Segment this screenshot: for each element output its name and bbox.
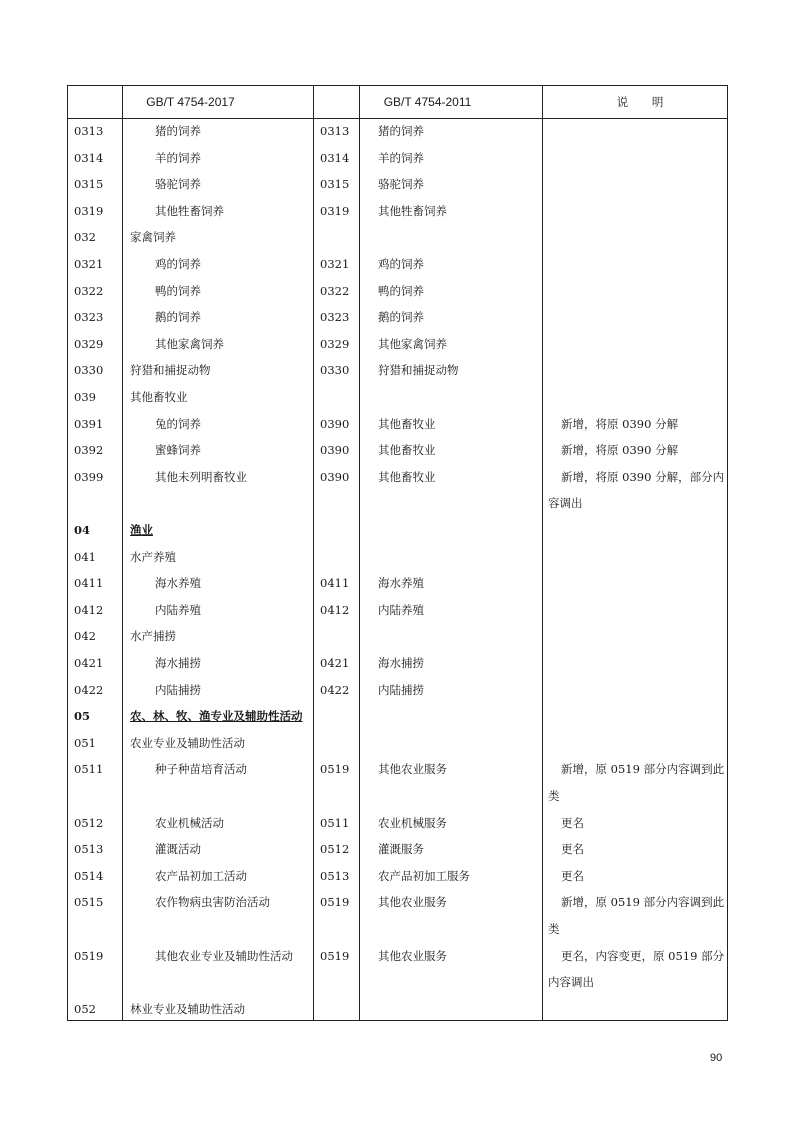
code-2017: 0519 — [74, 948, 104, 963]
name-2011: 其他农业服务 — [378, 948, 447, 963]
name-2011: 农业机械服务 — [378, 815, 447, 830]
name-2017: 内陆养殖 — [155, 602, 201, 617]
header-gbt-2011: GB/T 4754-2011 — [383, 95, 472, 109]
name-2017: 农作物病虫害防治活动 — [155, 895, 270, 910]
code-2017: 0421 — [74, 656, 104, 670]
code-2017: 0322 — [74, 283, 104, 298]
name-2017: 渔业 — [130, 523, 153, 537]
note-line-2: 容调出 — [548, 496, 583, 511]
name-2017: 农产品初加工活动 — [155, 868, 247, 883]
name-2017: 兔的饲养 — [155, 416, 201, 431]
code-2011: 0329 — [320, 336, 350, 351]
name-2017: 农、林、牧、渔专业及辅助性活动 — [130, 709, 303, 724]
code-2017: 051 — [74, 735, 96, 750]
code-2017: 052 — [74, 1001, 96, 1016]
header-note: 说 明 — [616, 95, 674, 109]
code-2017: 0422 — [74, 682, 104, 697]
name-2011: 其他家禽饲养 — [378, 336, 447, 351]
code-2017: 0315 — [74, 177, 104, 192]
name-2017: 其他未列明畜牧业 — [155, 469, 247, 484]
name-2017: 鹅的饲养 — [155, 310, 201, 325]
code-2017: 0392 — [74, 443, 104, 458]
code-2011: 0513 — [320, 868, 350, 883]
code-2017: 0399 — [74, 469, 104, 484]
name-2017: 猪的饲养 — [155, 124, 201, 138]
divider-2011-code — [359, 86, 360, 1020]
header-gbt-2017: GB/T 4754-2017 — [146, 95, 235, 109]
code-2017: 0321 — [74, 257, 104, 271]
name-2011: 内陆养殖 — [378, 602, 424, 617]
code-2011: 0390 — [320, 469, 350, 484]
name-2017: 鸡的饲养 — [155, 257, 201, 271]
note-line-1: 新增，原 0519 部分内容调到此 — [561, 762, 725, 777]
note-line-1: 更名 — [561, 842, 584, 857]
code-2011: 0512 — [320, 842, 350, 857]
note-line-2: 内容调出 — [548, 975, 594, 990]
code-2017: 039 — [74, 390, 96, 404]
code-2011: 0322 — [320, 283, 350, 298]
code-2017: 0411 — [74, 576, 104, 591]
divider-2017-2011 — [313, 86, 314, 1020]
name-2017: 种子种苗培育活动 — [155, 762, 247, 777]
name-2011: 鸡的饲养 — [378, 257, 424, 271]
name-2017: 农业专业及辅助性活动 — [130, 735, 245, 750]
name-2011: 羊的饲养 — [378, 150, 424, 165]
name-2017: 蜜蜂饲养 — [155, 443, 201, 458]
code-2011: 0519 — [320, 948, 350, 963]
code-2011: 0412 — [320, 602, 350, 617]
code-2011: 0390 — [320, 416, 350, 431]
classification-table — [67, 85, 728, 1021]
code-2011: 0519 — [320, 895, 350, 910]
name-2017: 其他农业专业及辅助性活动 — [155, 948, 293, 963]
name-2011: 海水养殖 — [378, 576, 424, 591]
code-2017: 0511 — [74, 762, 104, 777]
code-2017: 041 — [74, 549, 96, 564]
header-divider — [68, 118, 727, 119]
code-2017: 0330 — [74, 363, 104, 378]
name-2017: 林业专业及辅助性活动 — [130, 1001, 245, 1016]
name-2017: 狩猎和捕捉动物 — [130, 363, 211, 378]
name-2017: 鸭的饲养 — [155, 283, 201, 298]
name-2011: 其他畜牧业 — [378, 443, 436, 458]
code-2011: 0319 — [320, 203, 350, 218]
name-2017: 水产捕捞 — [130, 629, 176, 644]
code-2017: 0514 — [74, 868, 104, 883]
divider-2017-code — [122, 86, 123, 1020]
code-2017: 0391 — [74, 416, 104, 431]
name-2011: 其他畜牧业 — [378, 416, 436, 431]
code-2017: 0512 — [74, 815, 104, 830]
name-2011: 农产品初加工服务 — [378, 868, 470, 883]
code-2011: 0321 — [320, 257, 350, 271]
name-2011: 其他畜牧业 — [378, 469, 436, 484]
code-2017: 0313 — [74, 124, 104, 138]
code-2017: 042 — [74, 629, 96, 644]
divider-2011-note — [542, 86, 543, 1020]
name-2011: 其他农业服务 — [378, 895, 447, 910]
name-2011: 鸭的饲养 — [378, 283, 424, 298]
code-2011: 0323 — [320, 310, 350, 325]
name-2011: 猪的饲养 — [378, 124, 424, 138]
note-line-1: 新增，将原 0390 分解 — [561, 416, 679, 431]
page-number: 90 — [710, 1052, 723, 1064]
name-2017: 海水养殖 — [155, 576, 201, 591]
code-2017: 0515 — [74, 895, 104, 910]
name-2011: 狩猎和捕捉动物 — [378, 363, 459, 378]
code-2017: 0513 — [74, 842, 104, 857]
note-line-1: 新增，将原 0390 分解 — [561, 443, 679, 458]
code-2017: 0319 — [74, 203, 104, 218]
name-2017: 其他家禽饲养 — [155, 336, 224, 351]
code-2011: 0314 — [320, 150, 350, 165]
note-line-1: 新增，将原 0390 分解，部分内 — [561, 469, 725, 484]
note-line-1: 新增，原 0519 部分内容调到此 — [561, 895, 725, 910]
name-2017: 水产养殖 — [130, 549, 176, 564]
name-2011: 鹅的饲养 — [378, 310, 424, 325]
name-2011: 内陆捕捞 — [378, 682, 424, 697]
name-2017: 灌溉活动 — [155, 842, 201, 857]
note-line-2: 类 — [548, 789, 560, 803]
name-2011: 海水捕捞 — [378, 656, 424, 670]
code-2017: 04 — [74, 523, 91, 537]
name-2017: 其他畜牧业 — [130, 390, 188, 404]
code-2011: 0313 — [320, 124, 350, 138]
code-2011: 0519 — [320, 762, 350, 777]
name-2017: 骆驼饲养 — [155, 177, 201, 192]
code-2017: 032 — [74, 230, 96, 245]
code-2017: 0412 — [74, 602, 104, 617]
code-2017: 0329 — [74, 336, 104, 351]
note-line-1: 更名，内容变更，原 0519 部分 — [561, 948, 725, 963]
code-2011: 0511 — [320, 815, 350, 830]
name-2017: 农业机械活动 — [155, 815, 224, 830]
code-2011: 0390 — [320, 443, 350, 458]
code-2011: 0411 — [320, 576, 350, 591]
name-2017: 家禽饲养 — [130, 230, 176, 245]
name-2011: 其他农业服务 — [378, 762, 447, 777]
name-2011: 其他牲畜饲养 — [378, 203, 447, 218]
code-2011: 0422 — [320, 682, 350, 697]
name-2011: 骆驼饲养 — [378, 177, 424, 192]
name-2017: 其他牲畜饲养 — [155, 203, 224, 218]
name-2017: 海水捕捞 — [155, 656, 201, 670]
name-2017: 内陆捕捞 — [155, 682, 201, 697]
code-2017: 05 — [74, 709, 91, 724]
code-2011: 0330 — [320, 363, 350, 378]
note-line-1: 更名 — [561, 868, 584, 883]
note-line-1: 更名 — [561, 815, 584, 830]
code-2017: 0323 — [74, 310, 104, 325]
code-2017: 0314 — [74, 150, 104, 165]
note-line-2: 类 — [548, 922, 560, 936]
name-2011: 灌溉服务 — [378, 842, 424, 857]
code-2011: 0421 — [320, 656, 350, 670]
code-2011: 0315 — [320, 177, 350, 192]
name-2017: 羊的饲养 — [155, 150, 201, 165]
